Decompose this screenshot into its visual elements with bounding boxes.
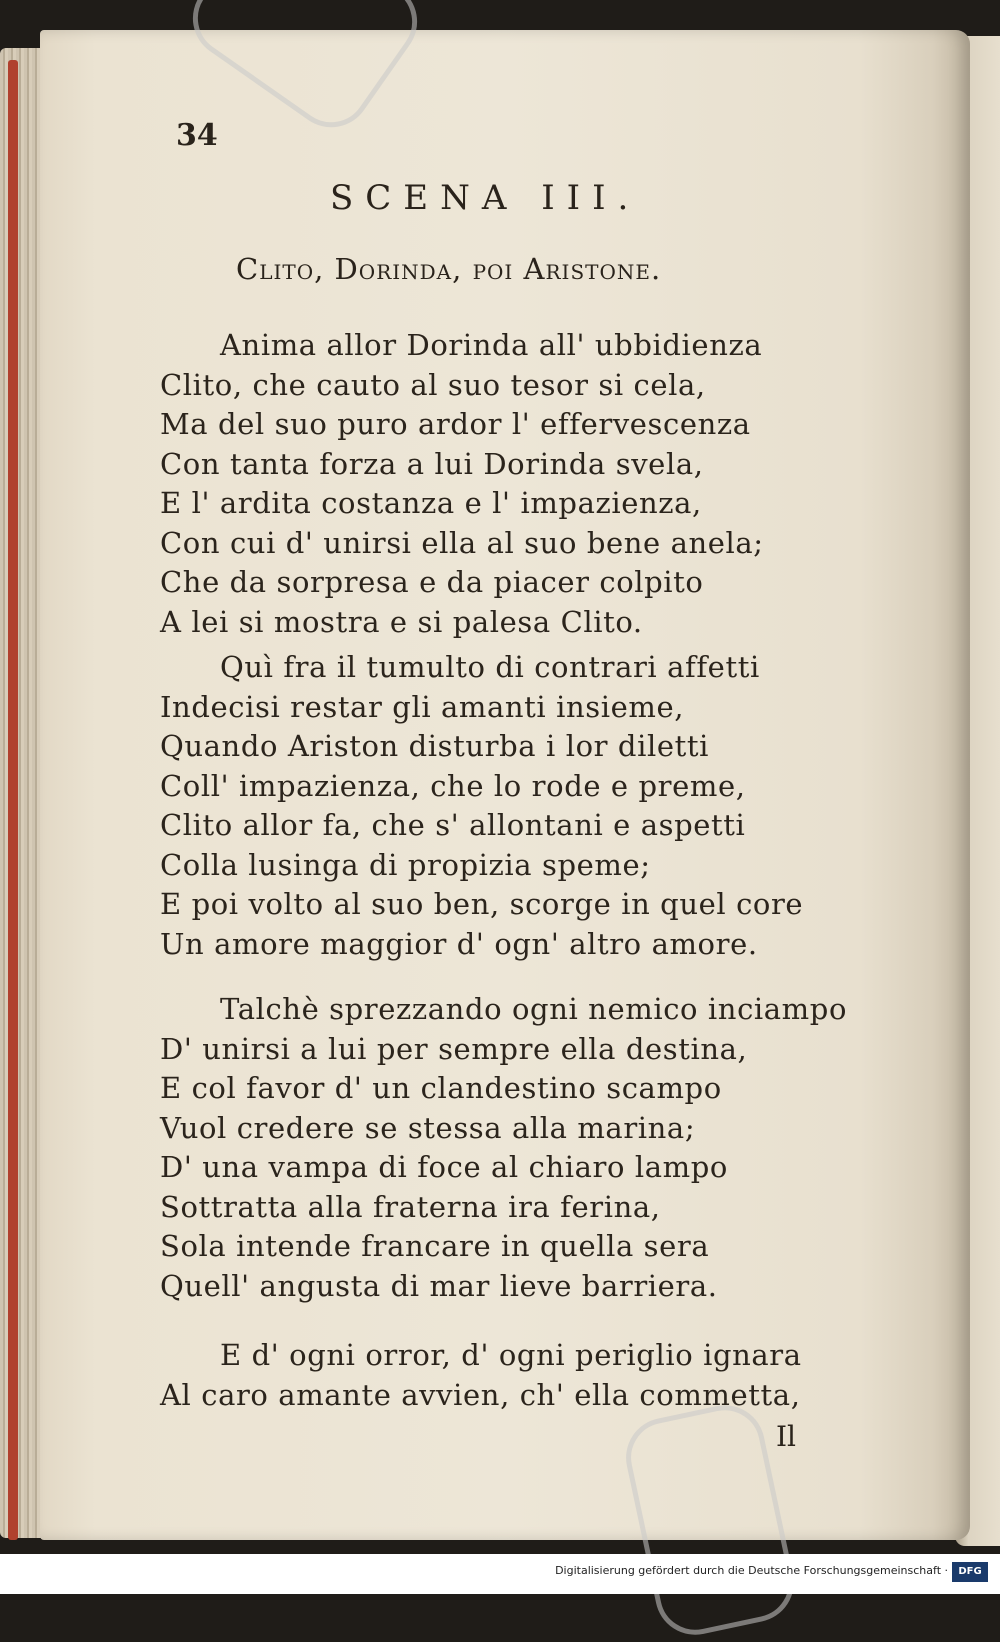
- stanza-1: [160, 326, 860, 642]
- footer-credit: Digitalisierung gefördert durch die Deutsche Forschungsgemeinschaft ·: [555, 1564, 948, 1577]
- catchword: Il: [776, 1420, 797, 1453]
- verse-line: Quì fra il tumulto di contrari affetti: [220, 650, 760, 684]
- verse-line: E l' ardita costanza e l' impazienza,: [160, 486, 702, 520]
- stanza-4: [160, 1336, 860, 1415]
- scene-characters: Clito, Dorinda, poi Aristone.: [236, 252, 662, 286]
- verse-line: Indecisi restar gli amanti insieme,: [160, 689, 685, 724]
- stanza-3: [160, 990, 860, 1306]
- verse-line: Coll' impazienza, che lo rode e preme,: [160, 768, 746, 803]
- verse-line: Al caro amante avvien, ch' ella commetta,: [160, 1377, 801, 1412]
- stanza-2: [160, 648, 860, 964]
- verse-line: Quell' angusta di mar lieve barriera.: [160, 1268, 718, 1303]
- verse-line: Vuol credere se stessa alla marina;: [160, 1110, 696, 1145]
- verse-line: E col favor d' un clandestino scampo: [160, 1071, 722, 1105]
- verse-line: E poi volto al suo ben, scorge in quel core: [160, 887, 804, 921]
- scene-title: SCENA III.: [330, 178, 641, 218]
- verse-line: Talchè sprezzando ogni nemico inciampo: [220, 992, 847, 1026]
- book-cover-edge: [8, 60, 18, 1540]
- footer-bar: [0, 1554, 1000, 1594]
- verse-line: Sottratta alla fraterna ira ferina,: [160, 1189, 661, 1224]
- page-number: 34: [176, 118, 218, 153]
- verse-line: Colla lusinga di propizia speme;: [160, 847, 651, 882]
- verse-line: Con tanta forza a lui Dorinda svela,: [160, 446, 704, 481]
- dfg-logo: DFG: [952, 1562, 988, 1582]
- verse-line: D' una vampa di foce al chiaro lampo: [160, 1150, 728, 1184]
- verse-line: Anima allor Dorinda all' ubbidienza: [220, 328, 763, 362]
- verse-line: Un amore maggior d' ogn' altro amore.: [160, 926, 758, 961]
- verse-line: Con cui d' unirsi ella al suo bene anela;: [160, 525, 764, 560]
- verse-line: E d' ogni orror, d' ogni periglio ignara: [220, 1338, 802, 1372]
- verse-line: Sola intende francare in quella sera: [160, 1229, 710, 1263]
- verse-line: Quando Ariston disturba i lor diletti: [160, 729, 709, 763]
- verse-line: Che da sorpresa e da piacer colpito: [160, 565, 704, 599]
- verse-line: Clito, che cauto al suo tesor si cela,: [160, 367, 706, 402]
- verse-line: Ma del suo puro ardor l' effervescenza: [160, 407, 751, 441]
- verse-line: Clito allor fa, che s' allontani e aspetti: [160, 808, 746, 842]
- verse-line: D' unirsi a lui per sempre ella destina,: [160, 1031, 748, 1066]
- verse-line: A lei si mostra e si palesa Clito.: [160, 604, 643, 639]
